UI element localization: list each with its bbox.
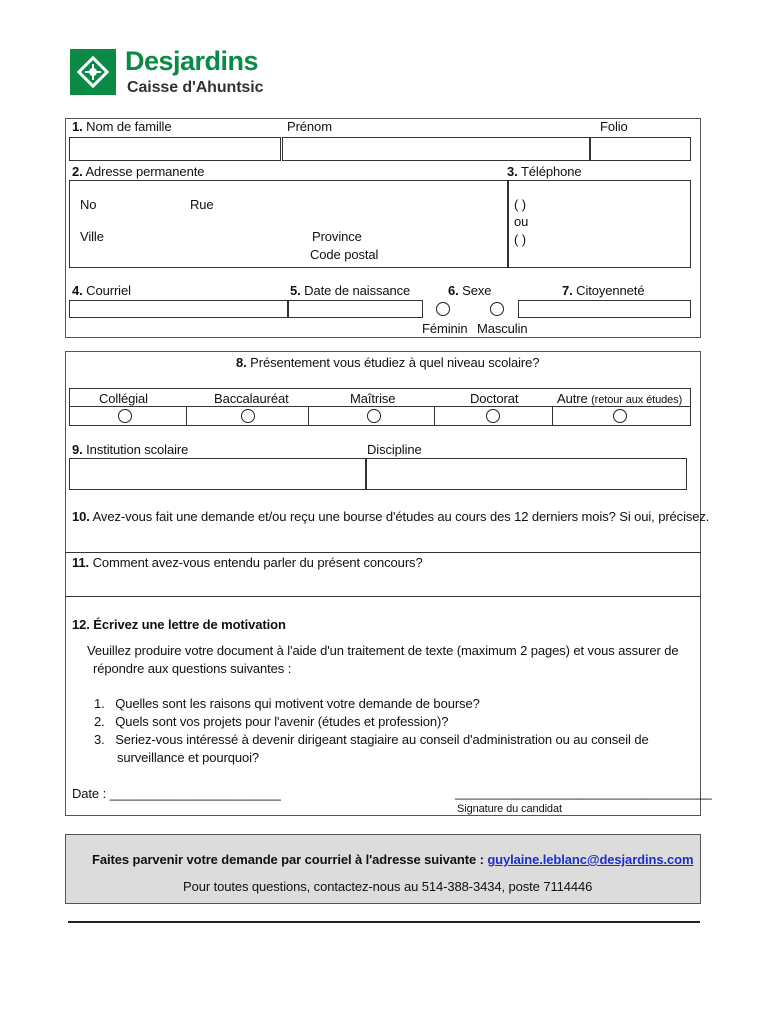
q10-question: 10. Avez-vous fait une demande et/ou reçu une bourse d'études au cours des 12 derniers mois? Si oui, précisez. [72, 509, 710, 524]
citoyennete-label: 7. Citoyenneté [562, 283, 645, 298]
institution-label: 9. Institution scolaire [72, 442, 189, 457]
bottom-divider [68, 921, 700, 923]
contact-email-link[interactable]: guylaine.leblanc@desjardins.com [487, 852, 694, 867]
courriel-label: 4. Courriel [72, 283, 131, 298]
adresse-label: 2. Adresse permanente [72, 164, 205, 179]
feminin-label: Féminin [422, 321, 468, 336]
phone-area-code-2: ( ) [514, 232, 526, 247]
desjardins-logo-icon [70, 49, 116, 95]
autre-label: Autre (retour aux études) [557, 391, 683, 406]
nom-label: 1. Nom de famille [72, 119, 172, 134]
date-field[interactable]: Date : ________________________ [72, 786, 281, 801]
q12-item-3: 3. Seriez-vous intéressé à devenir dirigeant stagiaire au conseil d'administration ou au conseil de [94, 732, 649, 747]
branch-name: Caisse d'Ahuntsic [127, 79, 264, 96]
q12-intro-line1: Veuillez produire votre document à l'aide d'un traitement de texte (maximum 2 pages) et vous assurer de [87, 643, 679, 658]
prenom-field[interactable] [282, 137, 590, 161]
signature-field[interactable]: ____________________________________ [455, 785, 712, 800]
collegial-label: Collégial [99, 391, 148, 406]
doctorat-radio[interactable] [486, 409, 500, 423]
q12-item-3-cont: surveillance et pourquoi? [117, 750, 260, 765]
send-instructions: Faites parvenir votre demande par courriel à l'adresse suivante : guylaine.leblanc@desjardins.com [92, 852, 694, 867]
telephone-field[interactable] [508, 180, 691, 268]
institution-field[interactable] [69, 458, 366, 490]
folio-field[interactable] [590, 137, 691, 161]
q11-question: 11. Comment avez-vous entendu parler du présent concours? [72, 555, 423, 570]
ville-label: Ville [80, 229, 104, 244]
maitrise-label: Maîtrise [350, 391, 396, 406]
nom-field[interactable] [69, 137, 281, 161]
contact-info: Pour toutes questions, contactez-nous au 514-388-3434, poste 7114446 [183, 879, 593, 894]
discipline-field[interactable] [366, 458, 687, 490]
phone-ou: ou [514, 214, 529, 229]
q12-item-1: 1. Quelles sont les raisons qui motivent votre demande de bourse? [94, 696, 480, 711]
province-label: Province [312, 229, 362, 244]
rue-label: Rue [190, 197, 214, 212]
discipline-label: Discipline [367, 442, 422, 457]
q12-intro-line2: répondre aux questions suivantes : [93, 661, 292, 676]
feminin-radio[interactable] [436, 302, 450, 316]
masculin-label: Masculin [477, 321, 528, 336]
autre-radio[interactable] [613, 409, 627, 423]
naissance-field[interactable] [288, 300, 423, 318]
q12-item-2: 2. Quels sont vos projets pour l'avenir (études et profession)? [94, 714, 449, 729]
baccalaureat-radio[interactable] [241, 409, 255, 423]
folio-label: Folio [600, 119, 628, 134]
naissance-label: 5. Date de naissance [290, 283, 411, 298]
masculin-radio[interactable] [490, 302, 504, 316]
sexe-label: 6. Sexe [448, 283, 492, 298]
code-postal-label: Code postal [310, 247, 379, 262]
doctorat-label: Doctorat [470, 391, 519, 406]
baccalaureat-label: Baccalauréat [214, 391, 289, 406]
no-label: No [80, 197, 97, 212]
q12-title: 12. Écrivez une lettre de motivation [72, 617, 286, 632]
telephone-label: 3. Téléphone [507, 164, 582, 179]
prenom-label: Prénom [287, 119, 332, 134]
brand-name: Desjardins [125, 46, 259, 76]
courriel-field[interactable] [69, 300, 288, 318]
phone-area-code-1: ( ) [514, 197, 526, 212]
adresse-field[interactable] [69, 180, 508, 268]
q8-question: 8. Présentement vous étudiez à quel niveau scolaire? [236, 355, 540, 370]
collegial-radio[interactable] [118, 409, 132, 423]
maitrise-radio[interactable] [367, 409, 381, 423]
signature-label: Signature du candidat [457, 803, 562, 815]
citoyennete-field[interactable] [518, 300, 691, 318]
